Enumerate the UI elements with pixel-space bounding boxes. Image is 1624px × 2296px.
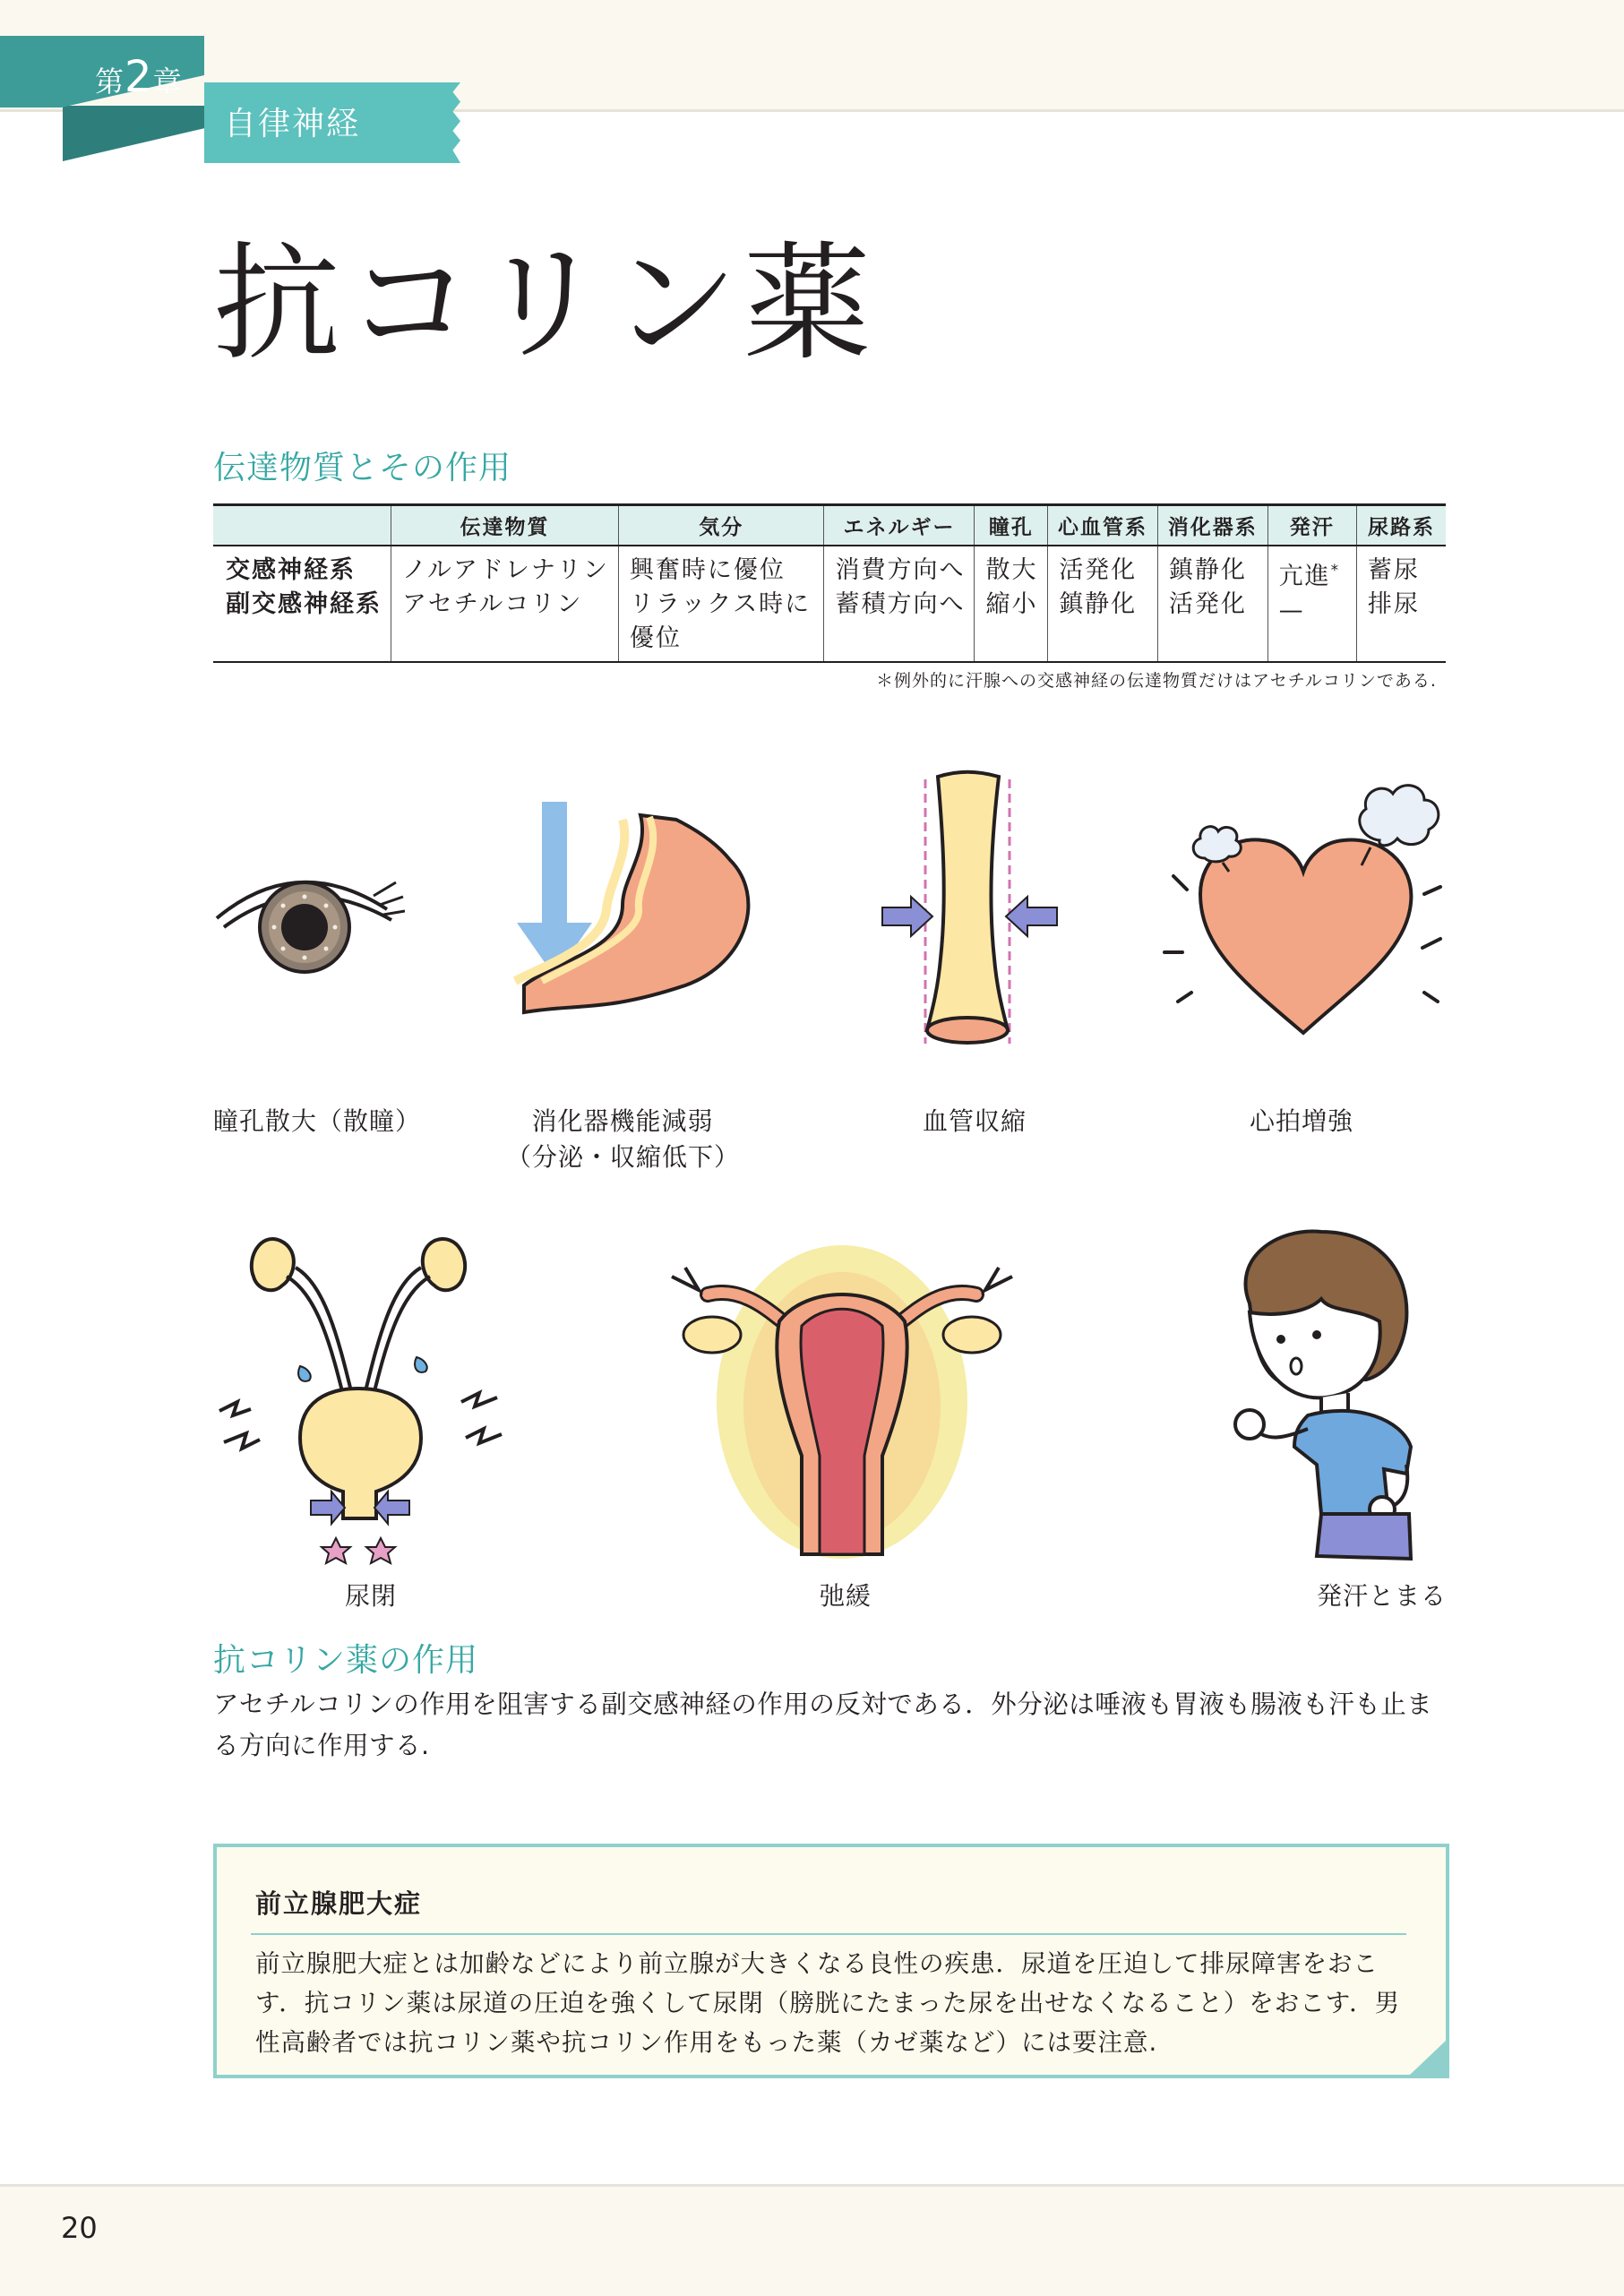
- note-text: 前立腺肥大症とは加齢などにより前立腺が大きくなる良性の疾患．尿道を圧迫して排尿障害をおこす．抗コリン薬は尿道の圧迫を強くして尿閉（膀胱にたまった尿を出せなくなること）をおこす．男性高齢者では抗コリン薬や抗コリン作用をもった薬（カゼ薬など）には要注意.: [255, 1949, 1401, 2057]
- table-header: 瞳孔: [975, 505, 1048, 546]
- cell-value: 蓄尿: [1367, 556, 1420, 584]
- table-cell-pupil: [975, 546, 1048, 662]
- footnote-mark: *: [1330, 562, 1341, 580]
- table-header: 発汗: [1267, 505, 1356, 546]
- chapter-tab-shadow: [63, 106, 206, 161]
- table-header: 伝達物質: [391, 505, 619, 546]
- caption-eye: 瞳孔散大（散瞳）: [213, 1106, 422, 1136]
- eye-illustration: [208, 856, 405, 990]
- page-number: 20: [61, 2211, 98, 2245]
- cell-value: 副交感神経系: [226, 590, 382, 618]
- table-header-row: [213, 505, 1446, 546]
- cell-value: 活発化: [1059, 556, 1138, 584]
- table-cell-mood: [618, 546, 824, 662]
- table-cell-digestive: [1157, 546, 1267, 662]
- caption-bladder: 尿閉: [345, 1581, 398, 1611]
- bladder-illustration: [211, 1223, 515, 1572]
- cell-value-with-mark: [1279, 554, 1347, 594]
- caption-sweat: 発汗とまる: [1317, 1581, 1448, 1611]
- stomach-illustration: [506, 797, 775, 1021]
- caption-stomach-line2: （分泌・収縮低下）: [506, 1142, 741, 1172]
- cell-value: 消費方向へ: [835, 556, 966, 584]
- child-illustration: [1223, 1223, 1429, 1563]
- caption-heart: 心拍増強: [1250, 1106, 1354, 1136]
- table-cell-sweat: [1267, 546, 1356, 662]
- cell-value: 排尿: [1367, 590, 1420, 618]
- cell-value: —: [1278, 597, 1305, 624]
- cell-value: アセチルコリン: [402, 590, 583, 618]
- cell-value: リラックス時に: [629, 590, 812, 618]
- cell-value: 亢進: [1278, 563, 1331, 590]
- cell-value: 興奮時に優位: [629, 556, 786, 584]
- table-header: [213, 505, 391, 546]
- table-header: 尿路系: [1356, 505, 1446, 546]
- table-header: 消化器系: [1157, 505, 1267, 546]
- table-footnote: ＊例外的に汗腺への交感神経の伝達物質だけはアセチルコリンである.: [876, 671, 1437, 691]
- chapter-number: 2: [125, 52, 153, 102]
- cell-value: ノルアドレナリン: [402, 556, 609, 584]
- page-title: 抗コリン薬: [213, 230, 876, 378]
- cell-value: 縮小: [985, 590, 1038, 618]
- table-header: エネルギー: [824, 505, 975, 546]
- chapter-suffix: 章: [152, 64, 183, 99]
- table-cell-cardio: [1048, 546, 1158, 662]
- transmitter-table: [213, 503, 1446, 663]
- table-header: 気分: [618, 505, 824, 546]
- table-cell-urinary: [1356, 546, 1446, 662]
- table-header: 心血管系: [1048, 505, 1158, 546]
- caption-uterus: 弛緩: [820, 1581, 872, 1611]
- cell-value: 活発化: [1168, 590, 1247, 618]
- note-divider: [251, 1933, 1406, 1935]
- cell-value: 蓄積方向へ: [835, 590, 966, 618]
- action-heading: 抗コリン薬の作用: [213, 1642, 479, 1679]
- vessel-illustration: [873, 766, 1066, 1053]
- note-title: 前立腺肥大症: [255, 1888, 423, 1919]
- table-cell-transmitter: [391, 546, 619, 662]
- caption-stomach-line1: 消化器機能減弱: [531, 1106, 714, 1136]
- cell-value: 優位: [629, 624, 682, 652]
- caption-vessel: 血管収縮: [923, 1106, 1027, 1136]
- chapter-label: [95, 52, 183, 102]
- cell-value: 交感神経系: [226, 556, 356, 584]
- cell-value: 鎮静化: [1168, 556, 1247, 584]
- transmitter-heading: 伝達物質とその作用: [213, 450, 512, 486]
- uterus-illustration: [645, 1241, 1048, 1563]
- chapter-prefix: 第: [95, 64, 125, 99]
- table-cell-system: [213, 546, 391, 662]
- cell-value: 鎮静化: [1059, 590, 1138, 618]
- heart-illustration: [1156, 778, 1451, 1046]
- action-text: アセチルコリンの作用を阻害する副交感神経の作用の反対である．外分泌は唾液も胃液も腸液も汗も止まる方向に作用する.: [213, 1690, 1433, 1760]
- table-row: [213, 546, 1446, 662]
- caption-stomach: [506, 1104, 739, 1175]
- cell-value: 散大: [985, 556, 1038, 584]
- section-label: 自律神経: [224, 106, 361, 142]
- table-cell-energy: [824, 546, 975, 662]
- footer-band: [0, 2184, 1624, 2296]
